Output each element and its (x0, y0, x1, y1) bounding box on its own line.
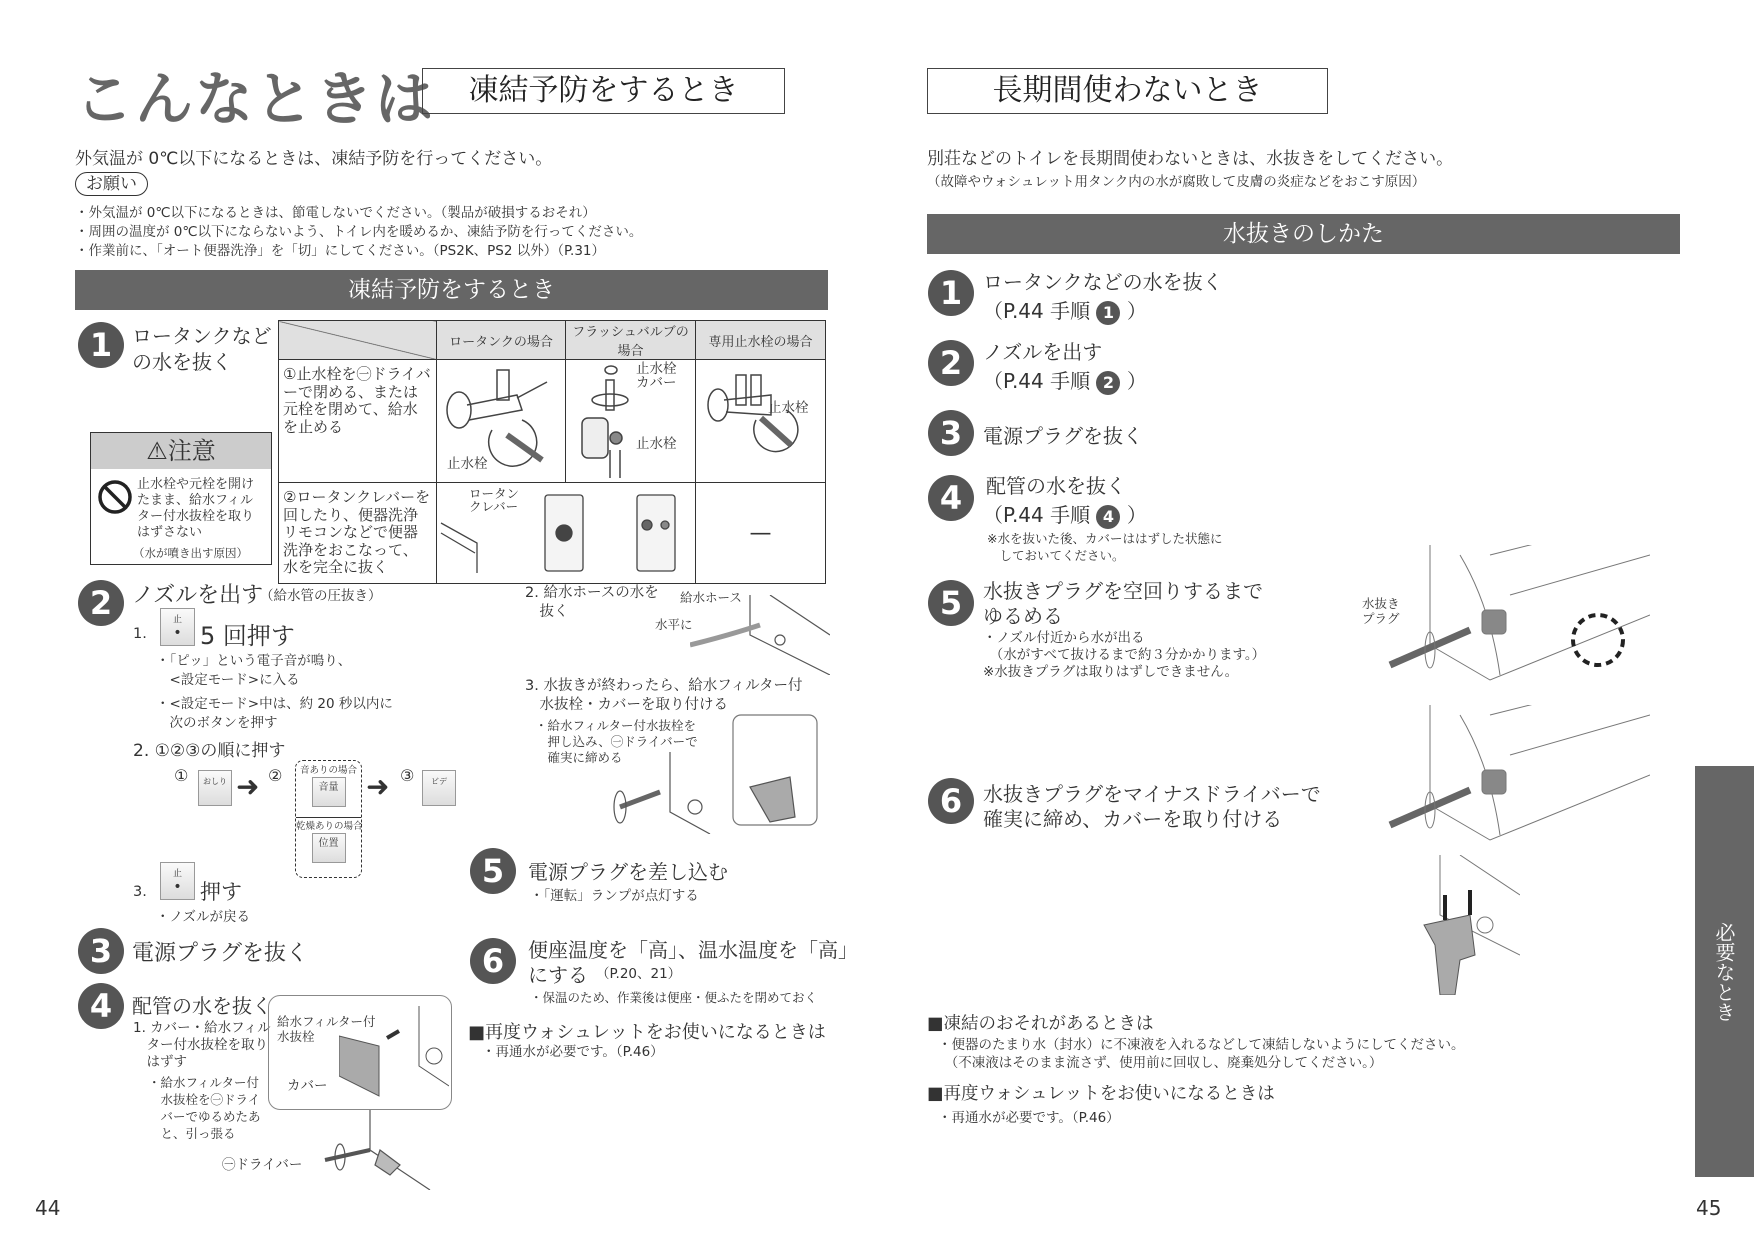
table-header: 専用止水栓の場合 (696, 321, 826, 360)
order-mark: ② (268, 766, 283, 785)
note: ・<設定モード>中は、約 20 秒以内に (156, 696, 393, 712)
note: ・ノズルが戻る (156, 909, 250, 925)
table-row-text: ①止水栓を㊀ドライバーで閉める、または元栓を閉めて、給水を止める (279, 360, 437, 483)
section-bar: 水抜きのしかた (927, 214, 1680, 254)
step-number: 2 (928, 340, 974, 386)
sub-step-text: 3. 水抜きが終わったら、給水フィルター付 (525, 678, 803, 694)
note: しておいてください。 (987, 548, 1125, 563)
step-title: の水を抜く (132, 350, 232, 374)
section-header-box: 長期間使わないとき (927, 68, 1328, 114)
reuse-heading: ■再度ウォシュレットをお使いになるときは (468, 1022, 826, 1043)
dedicated-valve-illustration (696, 360, 826, 483)
caution-line: たまま、給水フィル (137, 493, 253, 508)
table-header: フラッシュバルブの場合 (566, 321, 696, 360)
note: 確実に締める (535, 750, 623, 765)
sub-step-text: 抜く (525, 604, 569, 620)
step-number: 4 (78, 983, 124, 1029)
step-ref: （P.20、21） (596, 966, 682, 982)
step-title: にする (528, 963, 588, 987)
sub-step-text: 押す (200, 880, 242, 904)
label: 音ありの場合 (299, 765, 357, 776)
note: ・再通水が必要です。（P.46） (938, 1110, 1120, 1126)
ref-text: （P.44 手順 (983, 503, 1091, 527)
step-title: 配管の水を抜く (986, 474, 1126, 498)
step-number: 1 (78, 322, 124, 368)
sub-step-number: 1. (133, 626, 147, 642)
step-number: 3 (78, 928, 124, 974)
flush-valve-illustration (566, 360, 696, 483)
request-item: ・周囲の温度が 0℃以下にならないよう、トイレ内を暖めるか、凍結予防を行ってください。 (75, 224, 643, 240)
note: と、引っ張る (148, 1126, 236, 1141)
request-item: ・作業前に、「オート便器洗浄」を「切」にしてください。（PS2K、PS2 以外）（P.31） (75, 243, 605, 259)
table-header: ロータンクの場合 (437, 321, 566, 360)
sub-step-text: 1. カバー・給水フィル (133, 1020, 271, 1036)
step-number: 3 (928, 410, 974, 456)
freeze-heading: ■凍結のおそれがあるときは (927, 1014, 1154, 1034)
label: ロータンクレバー (469, 486, 520, 514)
sub-step-text: 2. 給水ホースの水を (525, 585, 659, 601)
label: 止水栓 (447, 456, 488, 472)
button-label: 音量 (318, 782, 339, 793)
sub-step-text: 水抜栓・カバーを取り付ける (525, 697, 728, 713)
step-title: 電源プラグを抜く (983, 424, 1143, 448)
label: カバー (287, 1078, 328, 1094)
page-number: 45 (1696, 1196, 1722, 1220)
side-tab[interactable] (1695, 766, 1754, 1177)
step-number: 4 (928, 475, 974, 521)
note: ・便器のたまり水（封水）に不凍液を入れるなどして凍結しないようにしてください。 (938, 1037, 1465, 1053)
note: ・給水フィルター付水抜栓を (535, 718, 697, 733)
step-title: 配管の水を抜く (132, 994, 272, 1018)
arrow-icon: ➜ (236, 770, 260, 803)
step-title: 水抜きプラグを空回りするまで (983, 579, 1263, 603)
order-mark: ① (174, 766, 189, 785)
step-title-note: （給水管の圧抜き） (260, 588, 382, 604)
step-title: ゆるめる (983, 604, 1063, 628)
position-button (312, 833, 346, 863)
note: ・保温のため、作業後は便座・便ふたを閉めておく (530, 990, 818, 1005)
ref-step-badge: 4 (1096, 505, 1120, 529)
caution-box (90, 432, 272, 565)
caution-reason: （水が噴き出す原因） (133, 546, 248, 560)
step-number: 6 (928, 778, 974, 824)
note: （不凍液はそのまま流さず、使用前に回収し、廃棄処分してください。） (938, 1055, 1383, 1071)
label: 止水栓 (636, 436, 677, 452)
alternative-buttons-box (295, 760, 362, 878)
step-title: 水抜きプラグをマイナスドライバーで (983, 782, 1321, 806)
note: <設定モード>に入る (156, 672, 300, 688)
step-title: 電源プラグを差し込む (528, 860, 728, 884)
button-label: 位置 (318, 838, 339, 849)
ref-text: （P.44 手順 (983, 369, 1091, 393)
request-label: お願い (75, 172, 148, 196)
sub-step-text: はずす (133, 1054, 187, 1070)
label: 止水栓カバー (636, 361, 677, 391)
step-ref (983, 295, 1147, 325)
step-number: 6 (470, 938, 516, 984)
sub-step-text: 2. ①②③の順に押す (133, 741, 286, 761)
table-corner (279, 321, 437, 360)
request-item: ・外気温が 0℃以下になるときは、節電しないでください。（製品が破損するおそれ） (75, 205, 596, 221)
drain-plug-tighten-illustration (1380, 705, 1650, 845)
step-number: 5 (928, 580, 974, 626)
section-header-box: 凍結予防をするとき (422, 68, 785, 114)
note: 水抜栓を㊀ドライ (148, 1092, 261, 1107)
button-label: 止 (172, 615, 182, 625)
table-row-text: ②ロータンクレバーを回したり、便器洗浄リモコンなどで便器洗浄をおこなって、水を完全に抜く (279, 483, 437, 584)
intro-text: 別荘などのトイレを長期間使わないときは、水抜きをしてください。 (927, 149, 1454, 169)
label: プラグ (1362, 611, 1400, 626)
label: ㊀ドライバー (222, 1157, 303, 1173)
step-title: 確実に締め、カバーを取り付ける (983, 807, 1283, 831)
note: ・給水フィルター付 (148, 1075, 260, 1090)
button-label: おしり (203, 777, 227, 786)
shutoff-table (278, 320, 826, 584)
note: ・再通水が必要です。（P.46） (482, 1044, 664, 1060)
note: ・ノズル付近から水が出る (983, 630, 1145, 646)
bidet-button (422, 770, 456, 806)
ref-text: ） (1126, 299, 1147, 323)
note: （水がすべて抜けるまで約３分かかります。） (983, 647, 1266, 663)
step-title: 電源プラグを抜く (132, 941, 309, 966)
side-tab-label: 必要なとき (1712, 921, 1736, 1022)
note: 押し込み、㊀ドライバーで (535, 734, 698, 749)
note: ・「ピッ」という電子音が鳴り、 (156, 653, 352, 669)
note: ※水抜きプラグは取りはずしできません。 (983, 664, 1239, 680)
cover-removal-callout (268, 995, 452, 1110)
page-number: 44 (35, 1196, 61, 1220)
caution-line: 止水栓や元栓を開け (137, 477, 255, 492)
lowtank-valve-illustration (437, 360, 566, 483)
sub-step-text: 5 回押す (200, 622, 295, 650)
step-ref (983, 499, 1147, 529)
label: 止水栓 (768, 400, 809, 416)
step-ref (983, 365, 1147, 395)
stop-button: 止 • (160, 862, 195, 900)
hose-illustration (690, 595, 830, 675)
cover-attach-illustration (1420, 855, 1520, 995)
button-label: ビデ (431, 777, 447, 786)
button-label: 止 (172, 869, 182, 879)
caution-line: ター付水抜栓を取り (137, 509, 255, 524)
intro-note: （故障やウォシュレット用タンク内の水が腐敗して皮膚の炎症などをおこす原因） (927, 174, 1426, 190)
ref-text: ） (1126, 503, 1147, 527)
flush-remote-illustration (437, 483, 696, 584)
step-title: ロータンクなど (132, 324, 272, 348)
step-number: 1 (928, 270, 974, 316)
label: 水平に (655, 617, 693, 632)
ref-text: （P.44 手順 (983, 299, 1091, 323)
reuse-heading: ■再度ウォシュレットをお使いになるときは (927, 1084, 1275, 1104)
note: 次のボタンを押す (156, 715, 278, 731)
reattach-illustration (600, 712, 828, 834)
step-number: 2 (78, 580, 124, 626)
note: ※水を抜いた後、カバーははずした状態に (987, 531, 1223, 546)
prohibited-icon (97, 479, 133, 515)
section-bar: 凍結予防をするとき (75, 270, 828, 310)
ref-step-badge: 1 (1096, 301, 1120, 325)
order-mark: ③ (400, 766, 415, 785)
page-title: こんなときは (75, 65, 436, 133)
label: 給水ホース (680, 590, 742, 605)
note: ・「運転」ランプが点灯する (530, 888, 699, 904)
sub-step-text: ター付水抜栓を取り (133, 1037, 268, 1053)
not-applicable: — (696, 483, 826, 584)
ref-text: ） (1126, 369, 1147, 393)
rear-wash-button (198, 770, 232, 806)
intro-text: 外気温が 0℃以下になるときは、凍結予防を行ってください。 (75, 149, 553, 169)
step-number: 5 (470, 848, 516, 894)
step-title: ノズルを出す (983, 340, 1103, 364)
caution-title: ⚠注意 (91, 433, 271, 469)
arrow-icon: ➜ (366, 770, 390, 803)
step-title: 便座温度を「高」、温水温度を「高」 (528, 938, 858, 962)
label: 乾燥ありの場合 (296, 817, 361, 832)
note: バーでゆるめたあ (148, 1109, 261, 1124)
drain-plug-loosen-illustration (1380, 545, 1650, 685)
label: 給水フィルター付 水抜栓 (277, 1014, 376, 1044)
volume-button (312, 777, 346, 807)
caution-line: はずさない (137, 525, 203, 540)
sub-step-number: 3. (133, 884, 147, 900)
label: 水抜き (1362, 596, 1400, 611)
ref-step-badge: 2 (1096, 371, 1120, 395)
step-title: ノズルを出す (132, 583, 264, 608)
step-title: ロータンクなどの水を抜く (983, 270, 1223, 294)
driver-illustration (320, 1110, 460, 1190)
stop-button: 止 • (160, 608, 195, 646)
